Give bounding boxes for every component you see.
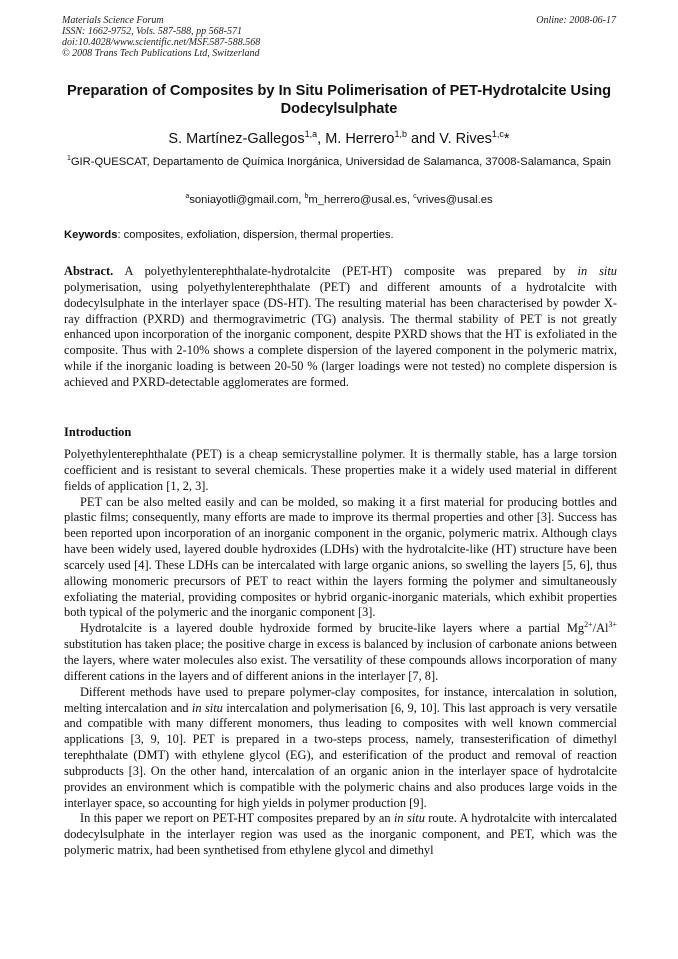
paragraph-text: intercalation and polymerisation [6, 9, 10]. This last approach is very versatile and compatible with many different monomers, thus leading to composites with well known commercial applications [3, 9, 10]. PET is prepared in a two-steps process, namely, transesterification of dimethyl terephthalate (DMT) with ethylene glycol (EG), and esterification of the product and removal of reaction subproducts [3]. On the other hand, intercalation of an organic anion in the interlayer space of hydrotalcite provides an environment which is compatible with the polymeric chains and also produces large voids in the interlayer space, so accounting for high yields in polymer production [9].	[64, 700, 618, 810]
online-date: Online: 2008-06-17	[536, 15, 616, 26]
abstract-italic: in situ	[577, 264, 617, 278]
paragraph-text: Different methods have used to prepare polymer-clay composites, for instance, intercalation in solution, melting intercalation and	[64, 684, 617, 715]
paragraph-italic: in situ	[393, 811, 425, 826]
keywords	[64, 228, 618, 243]
email-link[interactable]: soniayotli@gmail.com	[189, 194, 299, 206]
journal-name: Materials Science Forum	[62, 15, 164, 26]
journal-copyright: © 2008 Trans Tech Publications Ltd, Switzerland	[62, 48, 260, 59]
paragraph	[64, 811, 617, 859]
charge-sup: 2+	[584, 620, 593, 630]
paragraph-text: Hydrotalcite is a layered double hydroxide formed by brucite-like layers where a partial	[80, 621, 567, 636]
journal-info	[62, 15, 616, 59]
paragraph-text: In this paper we report on PET-HT composites prepared by an	[80, 811, 394, 826]
corresponding-mark: *	[503, 131, 510, 147]
affiliation-sup: 1	[66, 155, 71, 162]
email-link[interactable]: vrives@usal.es	[416, 194, 493, 206]
journal-issn: ISSN: 1662-9752, Vols. 587-588, pp 568-571	[62, 26, 242, 37]
author-affil-sup: 1,c	[491, 129, 504, 139]
author-affil-sup: 1,b	[394, 129, 407, 139]
journal-doi[interactable]: doi:10.4028/www.scientific.net/MSF.587-588.568	[62, 37, 261, 48]
email-separator: ,	[298, 194, 305, 206]
email-sup: c	[413, 193, 417, 200]
author-list	[40, 130, 638, 148]
keywords-text: : composites, exfoliation, dispersion, thermal properties.	[117, 229, 394, 241]
email-sup: b	[304, 193, 309, 200]
introduction-body	[64, 447, 617, 859]
keywords-label: Keywords	[64, 229, 118, 241]
affiliation-text: GIR-QUESCAT, Departamento de Química Inorgánica, Universidad de Salamanca, 37008-Salamanca, Spain	[70, 156, 612, 168]
author-name: S. Martínez-Gallegos	[168, 131, 305, 147]
paragraph	[64, 621, 617, 684]
email-sup: a	[185, 193, 190, 200]
paper-title: Preparation of Composites by In Situ Polimerisation of PET-Hydrotalcite Using Dodecylsulphate	[66, 83, 612, 117]
paragraph-text: substitution has taken place; the positive charge in excess is balanced by inclusion of carbonate anions between the layers, where water molecules also exist. The versatility of these compounds allows incorporation of many different cations in the layers and of different anions in the interlayer [7, 8].	[64, 637, 617, 683]
author-affil-sup: 1,a	[304, 129, 318, 139]
formula-mg: Mg	[566, 621, 585, 636]
affiliation	[60, 155, 618, 170]
abstract-label: Abstract.	[64, 264, 114, 278]
email-link[interactable]: m_herrero@usal.es	[308, 194, 407, 206]
paragraph-text: route. A hydrotalcite with intercalated dodecylsulphate in the interlayer region was used as the inorganic component, and PET, which was the polymeric matrix, had been synthetised from ethylene glycol and dimethyl	[64, 811, 617, 858]
author-name: V. Rives	[439, 131, 492, 147]
abstract-text: polymerisation, using polyethylenterephthalate (PET) and different amounts of a hydrotalcite with dodecylsulphate in the interlayer space (DS-HT). The resulting material has been characterised by powder X-ray diffraction (PXRD) and thermogravimetric (TG) analysis. The thermal stability of PET is not greatly enhanced upon incorporation of the inorganic component, despite PXRD shows that the HT is exfoliated in the composite. Thus with 2-10% shows a complete dispersion of the layered component in the polymeric matrix, while if the inorganic loading is between 20-50 % (larger loadings were not tested) no complete dispersion is achieved and PXRD-detectable agglomerates are formed.	[64, 279, 617, 389]
section-heading-introduction: Introduction	[64, 425, 132, 439]
formula-al: /Al	[592, 621, 609, 636]
paragraph: PET can be also melted easily and can be molded, so making it a first material for producing bottles and plastic films; consequently, many efforts are made to improve its thermal properties and other [3]. Success has been reported upon incorporation of an inorganic component in the organic, polymeric matrix. Although clays have been widely used, layered double hydroxides (LDHs) with the hydrotalcite-like (HT) structure have been scarcely used [4]. These LDHs can be intercalated with large organic anions, so swelling the layers [5, 6], thus allowing monomeric precursors of PET to react within the layers forming the polymer and simultaneously exfoliating the material, providing composites or hybrid organic-inorganic materials, which exhibit properties both typical of the polymeric and the inorganic component [3].	[64, 494, 617, 620]
author-name: M. Herrero	[325, 131, 395, 147]
journal-header	[62, 15, 616, 59]
paragraph	[64, 685, 617, 812]
abstract	[64, 264, 617, 391]
author-emails	[40, 193, 638, 208]
paragraph-italic: in situ	[191, 700, 223, 715]
author-separator: ,	[317, 131, 326, 147]
charge-sup: 3+	[608, 620, 617, 630]
author-separator: and	[407, 131, 440, 147]
email-separator: ,	[406, 194, 414, 206]
abstract-text: A polyethylenterephthalate-hydrotalcite (PET-HT) composite was prepared by	[113, 264, 578, 278]
paragraph: Polyethylenterephthalate (PET) is a cheap semicrystalline polymer. It is thermally stable, has a large torsion coefficient and is resistant to several chemicals. These properties make it a widely used material in different fields of application [1, 2, 3].	[64, 447, 617, 493]
